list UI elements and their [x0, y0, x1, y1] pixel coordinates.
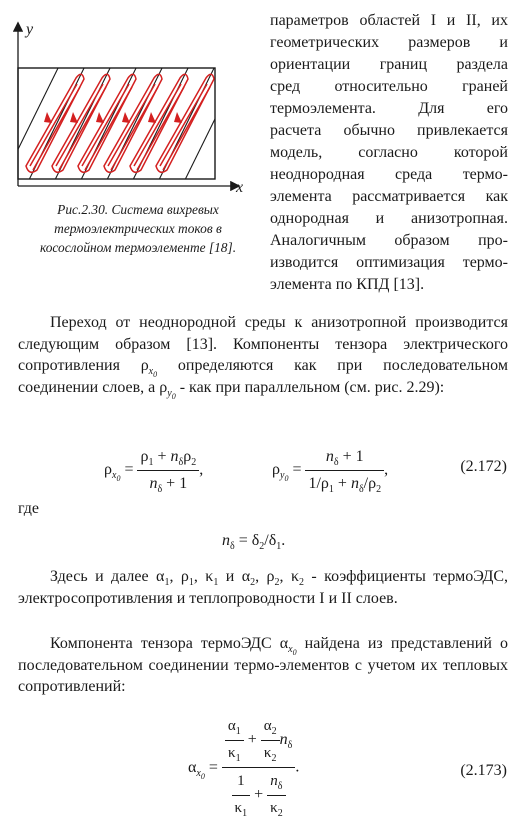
figure-eddy-currents — [0, 0, 255, 195]
side-line: модель, согласно которой — [270, 144, 508, 161]
figure-caption: Рис.2.30. Система вихревых термоэлектрических токов в косослойном термоэлементе [18]. — [39, 202, 237, 255]
side-line: расчета обычно привлекается — [270, 122, 508, 139]
x-axis-label: x — [236, 179, 244, 195]
side-line: изводится оптимизация термо- — [270, 254, 508, 271]
equation-n-delta: $n_\delta = \delta_2/\delta_1$. — [222, 532, 286, 552]
equation-number: (2.173) — [460, 762, 507, 779]
side-line: элемента рассматривается как — [270, 188, 508, 205]
eddy-current-loops — [26, 74, 214, 172]
side-line: сред относительно граней — [270, 78, 508, 95]
equation-2-173: $\alpha_{x_0}$ = $\frac{\alpha_1}{\kappa_1}$ + $\frac{\alpha_2}{\kappa_2}$ $n_\delta$ $\frac{1}{\kappa_1}$ + $\frac{n_\delta}{\kappa_2}$ . (2.173) — [188, 718, 507, 819]
where-label: где — [18, 500, 40, 517]
alpha-x0-symbol: $\alpha_{x_0}$ — [279, 635, 297, 657]
side-paragraph — [270, 10, 508, 296]
equation-2-172: $\rho_{x_0}$ = $\frac{\rho_1 + n_\delta\rho_2}{n_\delta + 1}$ , $\rho_{y_0}$ = $\frac{n_\delta + 1}{1/\rho_1 + n_\delta/\rho_2}$ , (2.172) — [104, 448, 507, 495]
rho-x0-symbol: $\rho_{x_0}$ — [140, 357, 158, 380]
rho-y0-symbol: $\rho_{y_0}$ — [159, 378, 176, 401]
side-line: ориентации границ раздела — [270, 56, 508, 73]
side-line: термоэлемента. Для его — [270, 100, 508, 117]
paragraph-transition: Переход от неоднородной среды к анизотропной производится следующим образом [13]. Компоненты тензора электрического сопротивления $\rho_{x_0}$ определяются как при последовательном соединении слоев, а $\rho_{y_0}$ - как при параллельном (см. рис. 2.29): — [18, 314, 509, 401]
paragraph-seebeck: Компонента тензора термоЭДС $\alpha_{x_0}$ найдена из представлений о последовательном соединении термо-элементов с учетом их тепловых сопротивлений: — [18, 635, 508, 696]
side-line: геометрических размеров и — [270, 34, 508, 51]
side-line: элемента по КПД [13]. — [270, 276, 425, 293]
side-line: параметров областей I и II, их — [270, 12, 508, 29]
side-line: однородная и анизотропная. — [270, 210, 508, 227]
side-line: неоднородная среда термо- — [270, 166, 508, 183]
side-line: Аналогичным образом про- — [270, 232, 508, 249]
paragraph-coefficients: Здесь и далее $\alpha_1$, $\rho_1$, $\kappa_1$ и $\alpha_2$, $\rho_2$, $\kappa_2$ - коэффициенты термоЭДС, электросопротивления и теплопроводности I и II слоев. — [18, 568, 509, 607]
y-axis-label: y — [26, 21, 34, 38]
equation-number: (2.172) — [460, 458, 507, 475]
